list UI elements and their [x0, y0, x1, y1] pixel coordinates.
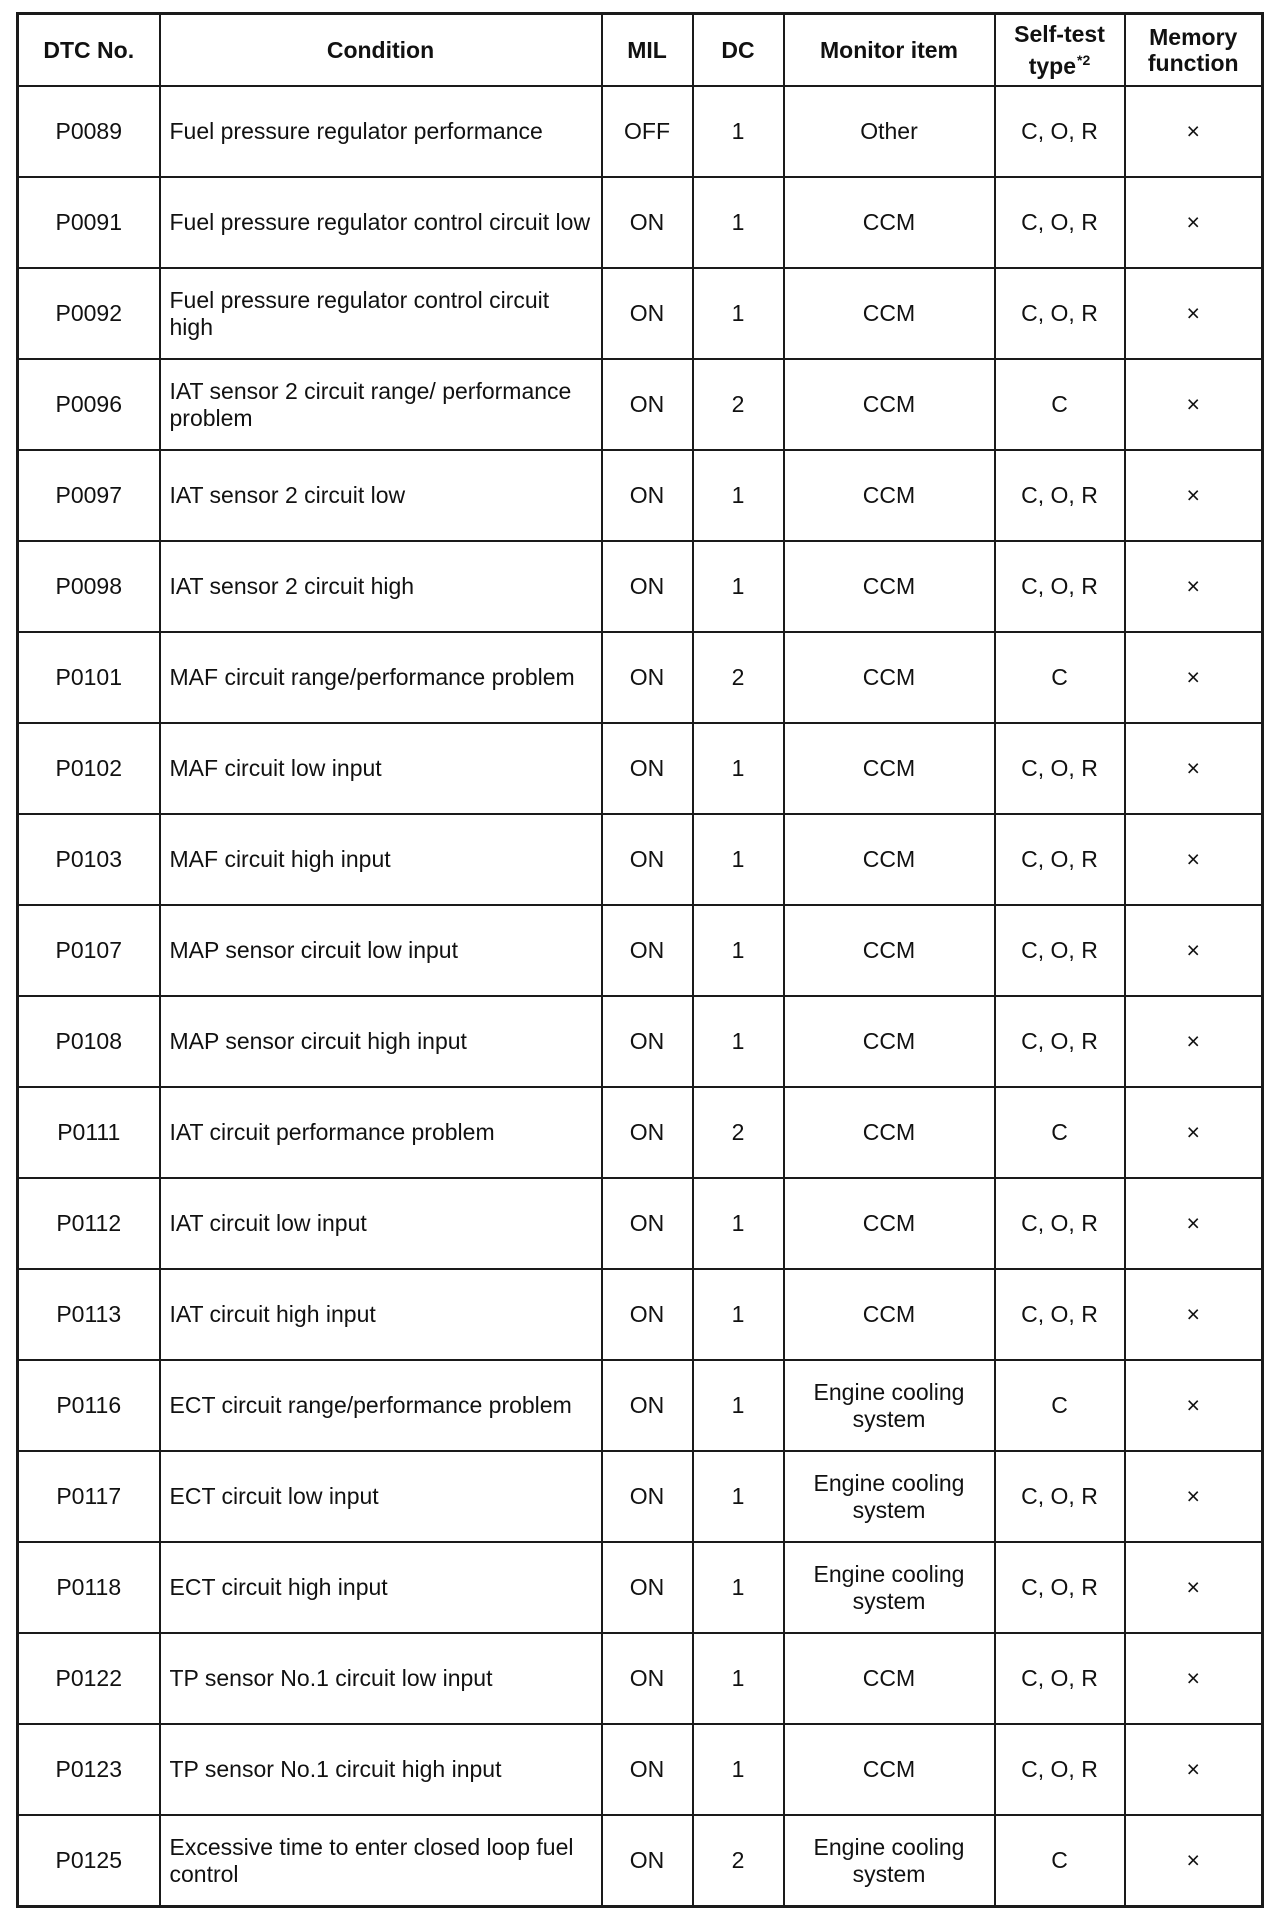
cell-dtc-no: P0102: [18, 723, 160, 814]
cell-self-test-type: C, O, R: [995, 541, 1125, 632]
cell-condition: IAT sensor 2 circuit range/ performance problem: [160, 359, 602, 450]
cell-condition: Fuel pressure regulator performance: [160, 86, 602, 177]
table-header: [18, 14, 1263, 87]
cell-dtc-no: P0123: [18, 1724, 160, 1815]
cell-condition: ECT circuit high input: [160, 1542, 602, 1633]
cell-dtc-no: P0125: [18, 1815, 160, 1907]
cell-self-test-type: C, O, R: [995, 1724, 1125, 1815]
cell-memory-function: ×: [1125, 1087, 1263, 1178]
cell-dc: 2: [693, 1087, 784, 1178]
cell-dtc-no: P0101: [18, 632, 160, 723]
cell-dtc-no: P0091: [18, 177, 160, 268]
cell-dc: 1: [693, 996, 784, 1087]
cell-dc: 1: [693, 177, 784, 268]
cell-dc: 2: [693, 359, 784, 450]
cell-monitor-item: Other: [784, 86, 995, 177]
table-row: [18, 1087, 1263, 1178]
header-dtc-no: DTC No.: [18, 14, 160, 87]
table-row: [18, 1633, 1263, 1724]
cell-monitor-item: CCM: [784, 1633, 995, 1724]
cell-monitor-item: CCM: [784, 632, 995, 723]
cell-dtc-no: P0092: [18, 268, 160, 359]
cell-self-test-type: C, O, R: [995, 86, 1125, 177]
cell-mil: ON: [602, 1178, 693, 1269]
table-row: [18, 1724, 1263, 1815]
cell-dtc-no: P0111: [18, 1087, 160, 1178]
cell-mil: ON: [602, 1269, 693, 1360]
table-row: [18, 450, 1263, 541]
cell-dc: 1: [693, 541, 784, 632]
cell-memory-function: ×: [1125, 86, 1263, 177]
cell-self-test-type: C, O, R: [995, 450, 1125, 541]
table-row: [18, 86, 1263, 177]
cell-dtc-no: P0116: [18, 1360, 160, 1451]
cell-condition: MAP sensor circuit low input: [160, 905, 602, 996]
cell-dc: 1: [693, 450, 784, 541]
cell-monitor-item: CCM: [784, 723, 995, 814]
cell-self-test-type: C: [995, 1087, 1125, 1178]
cell-dc: 1: [693, 814, 784, 905]
cell-dtc-no: P0112: [18, 1178, 160, 1269]
header-dc: DC: [693, 14, 784, 87]
cell-dtc-no: P0108: [18, 996, 160, 1087]
cell-self-test-type: C, O, R: [995, 268, 1125, 359]
cell-memory-function: ×: [1125, 905, 1263, 996]
cell-monitor-item: CCM: [784, 1269, 995, 1360]
table-row: [18, 1269, 1263, 1360]
cell-condition: ECT circuit low input: [160, 1451, 602, 1542]
cell-dtc-no: P0118: [18, 1542, 160, 1633]
cell-condition: Excessive time to enter closed loop fuel control: [160, 1815, 602, 1907]
dtc-table-sheet: [16, 12, 1261, 1908]
cell-dc: 1: [693, 86, 784, 177]
cell-self-test-type: C, O, R: [995, 177, 1125, 268]
table-row: [18, 905, 1263, 996]
cell-mil: ON: [602, 1087, 693, 1178]
cell-dc: 2: [693, 632, 784, 723]
cell-dtc-no: P0089: [18, 86, 160, 177]
cell-monitor-item: Engine cooling system: [784, 1815, 995, 1907]
header-self-test-footnote: *2: [1077, 52, 1091, 68]
cell-mil: ON: [602, 1815, 693, 1907]
cell-mil: ON: [602, 1724, 693, 1815]
header-condition: Condition: [160, 14, 602, 87]
cell-monitor-item: CCM: [784, 1724, 995, 1815]
cell-condition: Fuel pressure regulator control circuit low: [160, 177, 602, 268]
cell-monitor-item: Engine cooling system: [784, 1542, 995, 1633]
cell-dc: 1: [693, 1178, 784, 1269]
cell-monitor-item: CCM: [784, 177, 995, 268]
cell-mil: ON: [602, 1542, 693, 1633]
table-row: [18, 268, 1263, 359]
cell-condition: TP sensor No.1 circuit low input: [160, 1633, 602, 1724]
cell-condition: TP sensor No.1 circuit high input: [160, 1724, 602, 1815]
cell-memory-function: ×: [1125, 1633, 1263, 1724]
cell-self-test-type: C, O, R: [995, 723, 1125, 814]
cell-mil: ON: [602, 541, 693, 632]
cell-condition: Fuel pressure regulator control circuit high: [160, 268, 602, 359]
cell-memory-function: ×: [1125, 1178, 1263, 1269]
cell-dtc-no: P0097: [18, 450, 160, 541]
cell-mil: ON: [602, 1633, 693, 1724]
cell-monitor-item: Engine cooling system: [784, 1451, 995, 1542]
cell-mil: ON: [602, 996, 693, 1087]
cell-monitor-item: CCM: [784, 1087, 995, 1178]
cell-memory-function: ×: [1125, 1269, 1263, 1360]
cell-condition: MAF circuit high input: [160, 814, 602, 905]
cell-monitor-item: Engine cooling system: [784, 1360, 995, 1451]
cell-memory-function: ×: [1125, 632, 1263, 723]
cell-dc: 1: [693, 905, 784, 996]
table-row: [18, 814, 1263, 905]
cell-memory-function: ×: [1125, 1542, 1263, 1633]
cell-mil: ON: [602, 905, 693, 996]
cell-self-test-type: C: [995, 1360, 1125, 1451]
cell-mil: ON: [602, 1360, 693, 1451]
cell-memory-function: ×: [1125, 996, 1263, 1087]
table-row: [18, 541, 1263, 632]
table-row: [18, 723, 1263, 814]
cell-monitor-item: CCM: [784, 1178, 995, 1269]
table-row: [18, 359, 1263, 450]
cell-monitor-item: CCM: [784, 359, 995, 450]
cell-dc: 1: [693, 1269, 784, 1360]
cell-dc: 1: [693, 1542, 784, 1633]
cell-mil: ON: [602, 268, 693, 359]
cell-condition: IAT circuit performance problem: [160, 1087, 602, 1178]
cell-dc: 2: [693, 1815, 784, 1907]
table-body: [18, 86, 1263, 1907]
cell-mil: ON: [602, 177, 693, 268]
cell-condition: IAT sensor 2 circuit high: [160, 541, 602, 632]
cell-self-test-type: C, O, R: [995, 1542, 1125, 1633]
cell-mil: OFF: [602, 86, 693, 177]
cell-dc: 1: [693, 723, 784, 814]
header-row: [18, 14, 1263, 87]
cell-mil: ON: [602, 814, 693, 905]
dtc-table: [16, 12, 1264, 1908]
cell-dtc-no: P0107: [18, 905, 160, 996]
cell-mil: ON: [602, 632, 693, 723]
cell-memory-function: ×: [1125, 1724, 1263, 1815]
cell-monitor-item: CCM: [784, 905, 995, 996]
cell-memory-function: ×: [1125, 1360, 1263, 1451]
cell-monitor-item: CCM: [784, 450, 995, 541]
cell-condition: MAF circuit range/performance problem: [160, 632, 602, 723]
cell-memory-function: ×: [1125, 1451, 1263, 1542]
cell-memory-function: ×: [1125, 359, 1263, 450]
cell-mil: ON: [602, 723, 693, 814]
cell-monitor-item: CCM: [784, 996, 995, 1087]
cell-self-test-type: C, O, R: [995, 996, 1125, 1087]
cell-monitor-item: CCM: [784, 814, 995, 905]
cell-dtc-no: P0098: [18, 541, 160, 632]
cell-dtc-no: P0122: [18, 1633, 160, 1724]
cell-mil: ON: [602, 1451, 693, 1542]
cell-self-test-type: C: [995, 359, 1125, 450]
cell-memory-function: ×: [1125, 177, 1263, 268]
cell-dtc-no: P0117: [18, 1451, 160, 1542]
cell-memory-function: ×: [1125, 814, 1263, 905]
table-row: [18, 1542, 1263, 1633]
table-row: [18, 1815, 1263, 1907]
cell-dc: 1: [693, 1451, 784, 1542]
table-row: [18, 632, 1263, 723]
table-row: [18, 1178, 1263, 1269]
cell-self-test-type: C: [995, 632, 1125, 723]
cell-monitor-item: CCM: [784, 541, 995, 632]
header-self-test-type: [995, 14, 1125, 87]
header-self-test-label: Self-test type: [1014, 21, 1105, 79]
cell-condition: IAT sensor 2 circuit low: [160, 450, 602, 541]
header-monitor-item: Monitor item: [784, 14, 995, 87]
cell-self-test-type: C: [995, 1815, 1125, 1907]
cell-memory-function: ×: [1125, 1815, 1263, 1907]
cell-condition: MAF circuit low input: [160, 723, 602, 814]
table-row: [18, 177, 1263, 268]
cell-dc: 1: [693, 1360, 784, 1451]
header-mil: MIL: [602, 14, 693, 87]
cell-monitor-item: CCM: [784, 268, 995, 359]
cell-memory-function: ×: [1125, 723, 1263, 814]
cell-self-test-type: C, O, R: [995, 1633, 1125, 1724]
cell-mil: ON: [602, 359, 693, 450]
cell-self-test-type: C, O, R: [995, 814, 1125, 905]
header-memory-function: Memory function: [1125, 14, 1263, 87]
cell-memory-function: ×: [1125, 541, 1263, 632]
cell-dtc-no: P0103: [18, 814, 160, 905]
cell-dc: 1: [693, 1724, 784, 1815]
cell-memory-function: ×: [1125, 450, 1263, 541]
cell-condition: IAT circuit high input: [160, 1269, 602, 1360]
cell-condition: IAT circuit low input: [160, 1178, 602, 1269]
cell-self-test-type: C, O, R: [995, 905, 1125, 996]
cell-dc: 1: [693, 1633, 784, 1724]
cell-self-test-type: C, O, R: [995, 1451, 1125, 1542]
cell-dtc-no: P0113: [18, 1269, 160, 1360]
table-row: [18, 996, 1263, 1087]
cell-condition: MAP sensor circuit high input: [160, 996, 602, 1087]
cell-self-test-type: C, O, R: [995, 1178, 1125, 1269]
table-row: [18, 1360, 1263, 1451]
table-row: [18, 1451, 1263, 1542]
cell-dc: 1: [693, 268, 784, 359]
cell-condition: ECT circuit range/performance problem: [160, 1360, 602, 1451]
cell-mil: ON: [602, 450, 693, 541]
cell-dtc-no: P0096: [18, 359, 160, 450]
cell-self-test-type: C, O, R: [995, 1269, 1125, 1360]
cell-memory-function: ×: [1125, 268, 1263, 359]
